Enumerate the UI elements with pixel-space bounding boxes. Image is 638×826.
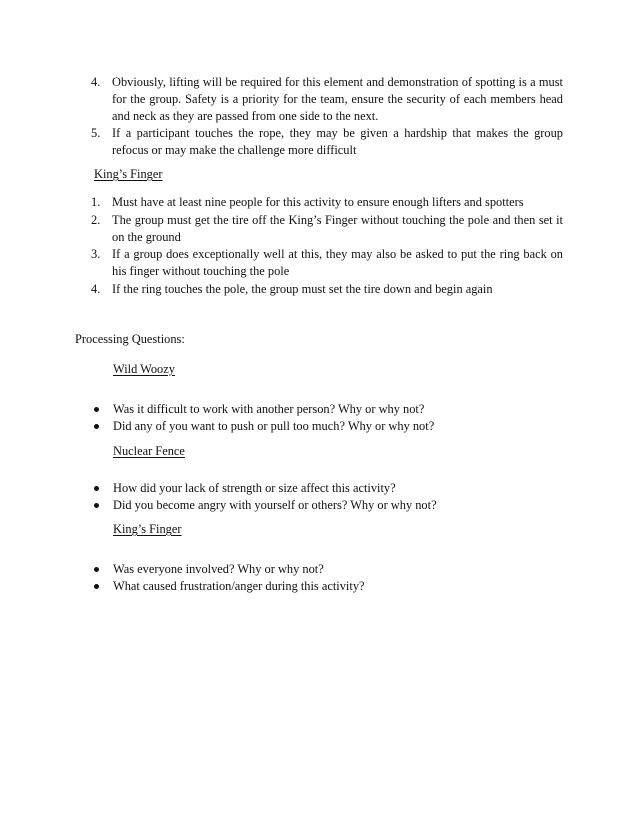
list-item-number: 4. [91, 75, 101, 89]
question-text: Was it difficult to work with another person? Why or why not? [113, 402, 425, 416]
list-item-text: If a participant touches the rope, they may be given a hardship that makes the group refocus or may make the challenge more difficult [112, 126, 563, 158]
question-item [0, 578, 638, 595]
question-item [0, 418, 638, 435]
list-item-number: 2. [91, 212, 101, 227]
list-item [0, 74, 638, 124]
nuclear-fence-heading: Nuclear Fence [113, 444, 185, 458]
question-text: What caused frustration/anger during this activity? [113, 578, 365, 593]
kings-finger-question-list [0, 561, 638, 595]
kings-finger-questions-heading: King’s Finger [113, 522, 182, 536]
wild-woozy-questions-block [0, 401, 638, 435]
question-text: Did any of you want to push or pull too much? Why or why not? [113, 418, 435, 433]
bullet-icon [94, 584, 99, 589]
nuclear-fence-questions-block [0, 480, 638, 514]
list-item-text: Obviously, lifting will be required for this element and demonstration of spotting is a must for the group. Safety is a priority for the team, ensure the security of each members head and neck as they are passed from one side to the next. [112, 75, 563, 123]
kings-finger-numbered-list [0, 194, 638, 298]
question-text: How did your lack of strength or size affect this activity? [113, 481, 396, 495]
continued-numbered-list [0, 74, 638, 159]
bullet-icon [94, 503, 99, 508]
kings-finger-heading: King’s Finger [94, 167, 163, 181]
list-item-number: 4. [91, 281, 101, 296]
question-item [0, 497, 638, 514]
list-item [0, 212, 638, 246]
question-item [0, 480, 638, 497]
bullet-icon [94, 486, 99, 491]
bullet-icon [94, 567, 99, 572]
list-item-number: 3. [91, 247, 101, 262]
nuclear-fence-question-list [0, 480, 638, 514]
wild-woozy-question-list [0, 401, 638, 435]
list-item [0, 246, 638, 280]
question-text: Did you become angry with yourself or others? Why or why not? [113, 497, 437, 512]
list-item [0, 125, 638, 159]
question-text: Was everyone involved? Why or why not? [113, 562, 324, 576]
list-item-text: If the ring touches the pole, the group must set the tire down and begin again [112, 281, 493, 296]
list-item [0, 281, 638, 298]
list-item-text: If a group does exceptionally well at this, they may also be asked to put the ring back on his finger without touching the pole [112, 247, 563, 279]
question-item [0, 401, 638, 418]
wild-woozy-heading: Wild Woozy [113, 362, 175, 376]
question-item [0, 561, 638, 578]
kings-finger-questions-block [0, 561, 638, 595]
continued-list-block [0, 74, 638, 160]
list-item-number: 5. [91, 126, 101, 141]
bullet-icon [94, 407, 99, 412]
list-item-text: The group must get the tire off the King’s Finger without touching the pole and then set it on the ground [112, 212, 563, 244]
processing-questions-title: Processing Questions: [75, 332, 185, 346]
list-item-text: Must have at least nine people for this activity to ensure enough lifters and spotters [112, 195, 524, 209]
list-item [0, 194, 638, 211]
list-item-number: 1. [91, 195, 101, 209]
kings-finger-list-block [0, 194, 638, 299]
bullet-icon [94, 424, 99, 429]
